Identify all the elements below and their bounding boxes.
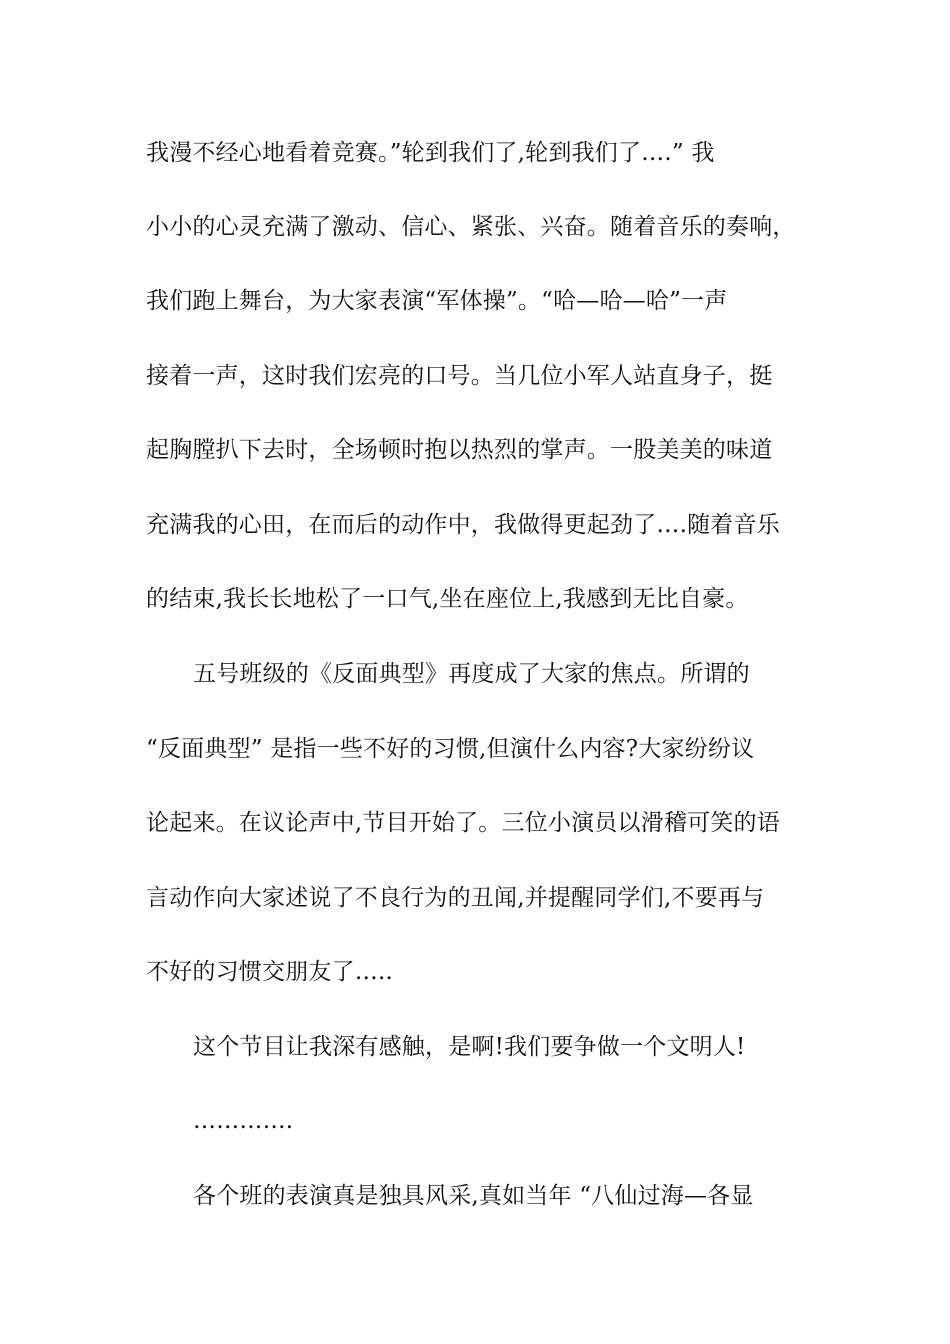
text-line: 接着一声，这时我们宏亮的口号。当几位小军人站直身子，挺	[146, 363, 773, 389]
text-line: 我漫不经心地看着竞赛。”轮到我们了,轮到我们了….” 我	[146, 140, 715, 166]
text-line: 论起来。在议论声中,节目开始了。三位小演员以滑稽可笑的语	[146, 810, 780, 836]
paragraph-start-line: 五号班级的《反面典型》再度成了大家的焦点。所谓的	[193, 661, 750, 687]
paragraph-start-line: 各个班的表演真是独具风采,真如当年 “八仙过海—各显	[193, 1183, 754, 1209]
text-line: 言动作向大家述说了不良行为的丑闻,并提醒同学们,不要再与	[146, 885, 765, 911]
text-line: 充满我的心田，在而后的动作中，我做得更起劲了….随着音乐	[146, 512, 780, 538]
text-line: “反面典型” 是指一些不好的习惯,但演什么内容?大家纷纷议	[146, 736, 755, 762]
text-line: 小小的心灵充满了激动、信心、紧张、兴奋。随着音乐的奏响，	[146, 214, 796, 240]
text-line: 不好的习惯交朋友了…..	[146, 959, 394, 985]
ellipsis-line: ………….	[193, 1108, 294, 1134]
text-line: 我们跑上舞台，为大家表演“军体操”。“哈—哈—哈”一声	[146, 288, 728, 314]
text-line: 起胸膛扒下去时，全场顿时抱以热烈的掌声。一股美美的味道	[146, 437, 773, 463]
paragraph-start-line: 这个节目让我深有感触，是啊!我们要争做一个文明人!	[193, 1034, 746, 1060]
text-line: 的结束,我长长地松了一口气,坐在座位上,我感到无比自豪。	[146, 586, 749, 612]
